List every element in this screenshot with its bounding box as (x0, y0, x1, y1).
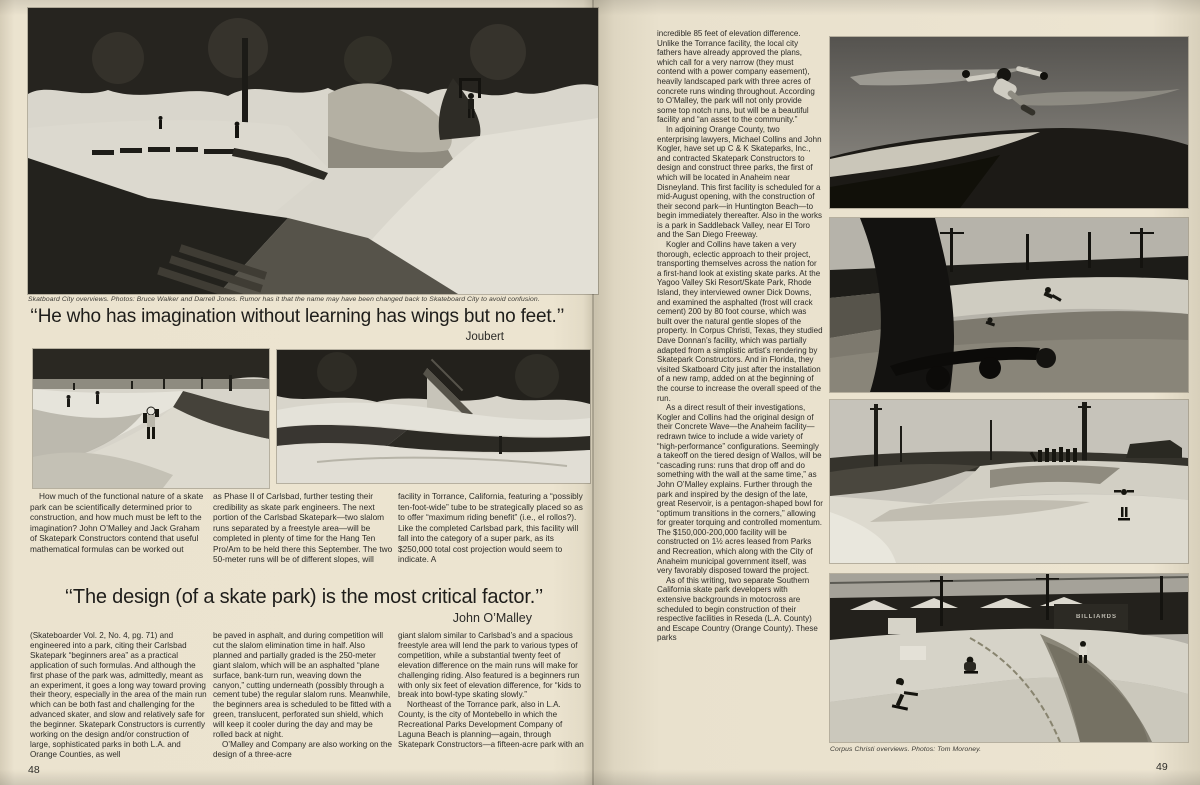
photo-park-overview-crowd (830, 400, 1188, 563)
pull-quote-2-text: ‘‘The design (of a skate park) is the most critical factor.’’ (64, 586, 544, 608)
pull-quote-1-attribution: Joubert (465, 330, 504, 343)
snake-run-illustration (33, 349, 269, 488)
pull-quote-1-text: ‘‘He who has imagination without learning has wings but no feet.’’ (30, 306, 565, 327)
body-paragraph: giant slalom similar to Carlsbad’s and a spacious freestyle area will lend the park to various types of competition, while a substantial twenty feet of elevation difference on the main runs will make for challenging riding. Also featured is a beginners run with only six feet of elevation difference, for “kids to break into bowl-type skating slowly.” (398, 631, 581, 700)
photo-skateboard-closeup (830, 218, 1188, 392)
left-column-1-lower (30, 631, 208, 760)
main-photo-caption: Skatboard City overviews. Photos: Bruce Walker and Darrell Jones. Rumor has it that the name may have been changed back to Skateboard City to avoid confusion. (28, 296, 540, 303)
pull-quote-2-attribution: John O’Malley (452, 611, 532, 625)
skatepark-overview-illustration (28, 8, 598, 294)
left-column-2-lower (213, 631, 393, 760)
billboard-sign-text: BILLIARDS (1076, 614, 1117, 620)
body-paragraph: Kogler and Collins have taken a very thorough, eclectic approach to their project, transporting themselves across the nation for a first-hand look at existing skate parks. At the Yagoo Valley Ski Resort/Skate Park, Rhode Island, they interviewed owner Dick Downs, and examined the asphalted (frost will crack cement) 200 by 80 foot course, which was built over the natural gentle slopes of the property. In Corpus Christi, Texas, they studied Dave Donnan’s facility, which was partially adapted from a simplistic artist’s rendering by Skatepark Constructors. And in Florida, they visited Skatboard City just after the installation of a new ramp, added on at the beginning of the course to increase the overall speed of the run. (657, 240, 823, 403)
body-paragraph: As of this writing, two separate Southern California skate park developers with extensive backgrounds in motocross are scheduled to begin construction of their respective facilities in Reseda (L.A. County) and Escape Country (Orange County). These parks (657, 575, 818, 643)
slope-skaters-illustration (830, 574, 1188, 742)
body-paragraph: be paved in asphalt, and during competition will cut the slalom elimination time in half. Also planned and partially graded is the 250-meter giant slalom, which will be an asphalted “plane surface, bank-turn run, weaving down the canyon,” cutting underneath (possibly through a cement tube) the regular slalom runs. Meanwhile, the beginners area is scheduled to be fitted with a green, translucent, perforated sun shield, which will keep it cooler during the day and may be rolled back at night. (213, 631, 392, 740)
page-number-right: 49 (1156, 761, 1168, 773)
body-paragraph: (Skateboarder Vol. 2, No. 4, pg. 71) and engineered into a park, citing their Carlsbad Skatepark “beginners area” as a practical application of such formulas. And although the first phase of the park was, admittedly, meant as an experiment, it goes a long way toward proving their theory, especially in the area of the main run which can be both fast and challenging for the advanced skater, and slow and relatively safe for the beginner. Skatepark Constructors is currently working on the design and/or construction of large, sophisticated parks in both L.A. and Orange Counties, as well (30, 631, 207, 759)
photo-snake-run (33, 349, 269, 488)
body-paragraph: As a direct result of their investigations, Kogler and Collins had the original design of their Concrete Wave—the Anaheim facility—redrawn twice to include a wide variety of “high-performance” configurations. Seemingly a takeoff on the tiered design of Wallos, will be “cascading runs: runs that drop off and do something with the wall at the same time,” as John O’Malley explains. Further through the park and inspired by the design of the late, great Reservoir, is a pentagon-shaped bowl for “optimum transitions in the corners,” allowing for greater torquing and controlled momentum. The $150,000-200,000 facility will be constructed on 1½ acres leased from Parks and Recreation, which along with the City of Anaheim municipal government itself, was very favorably disposed toward the project. (657, 403, 823, 576)
body-paragraph: In adjoining Orange County, two enterprising lawyers, Michael Collins and John Kogler, have set up C & K Skateparks, Inc., and contracted Skatepark Constructors to design and construct three parks, the first of which will be located in Anaheim near Disneyland. This first facility is scheduled for a mid-August opening, with the construction of their second park—in Huntington Beach—to begin immediately thereafter. Also in the works is a park in Saddleback Valley, near El Toro and the San Diego Freeway. (657, 124, 822, 240)
photo-slope-skaters (830, 574, 1188, 742)
body-paragraph: Northeast of the Torrance park, also in L.A. County, is the city of Montebello in which the Recreational Parks Development Company of Laguna Beach is planning—again, through Skatepark Constructors—a fifteen-acre park with an (398, 700, 584, 749)
body-paragraph: How much of the functional nature of a skate park can be scientifically determined prior to construction, and how much must be left to the imagination? John O’Malley and Jack Graham of Skatepark Constructors contend that useful mathematical formulas can be worked out (30, 491, 204, 554)
left-column-1-upper (30, 491, 208, 554)
body-paragraph: O’Malley and Company are also working on the design of a three-acre (213, 739, 393, 759)
pull-quote-2 (30, 585, 578, 625)
photo-skatboard-city-main (28, 8, 598, 294)
body-paragraph: facility in Torrance, California, featuring a “possibly ten-foot-wide” tube to be strategically placed so as to offer “maximum riding benefit” (i.e., el rollos?). Like the completed Carlsbad park, this facility will fall into the category of a super park, as its $250,000 total cost projection would seem to indicate. A (398, 491, 583, 565)
skateboard-closeup-illustration (830, 218, 1188, 392)
photo-corpus-christi-layback (830, 37, 1188, 208)
ramp-structure-illustration (277, 350, 590, 483)
pull-quote-1 (30, 306, 578, 343)
page-number-left: 48 (28, 764, 40, 776)
left-column-3-upper (398, 491, 588, 565)
layback-illustration (830, 37, 1188, 208)
body-paragraph: incredible 85 feet of elevation difference. Unlike the Torrance facility, the local city fathers have already approved the plans, which call for a very narrow (they must contend with a power company easement), heavily landscaped park with three acres of concrete runs winding throughout. According to O’Malley, the park will not only provide some top notch runs, but will be a beautiful facility and “an asset to the community.” (657, 29, 815, 125)
right-photos-caption: Corpus Christi overviews. Photos: Tom Moroney. (830, 746, 982, 753)
park-overview-illustration (830, 400, 1188, 563)
photo-ramp-structure (277, 350, 590, 483)
body-paragraph: as Phase II of Carlsbad, further testing their credibility as skate park engineers. The next portion of the Carlsbad Skatepark—two slalom runs separated by a freestyle area—will be completed in plenty of time for the Hang Ten Pro/Am to be held there this September. The two 50-meter runs will be of different slopes, will (213, 491, 393, 565)
left-column-2-upper (213, 491, 393, 565)
right-text-column (657, 29, 823, 643)
left-column-3-lower (398, 631, 588, 750)
